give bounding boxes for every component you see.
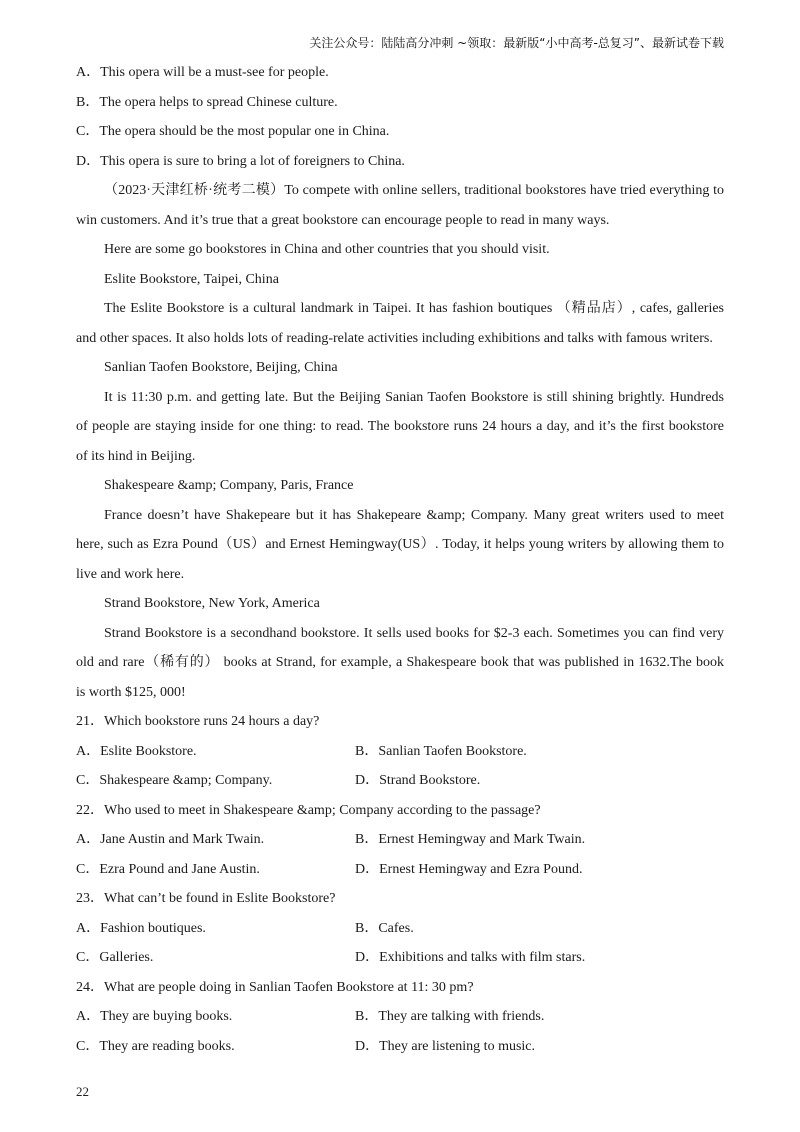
question-stem: 21．Which bookstore runs 24 hours a day?: [76, 714, 320, 729]
options-row: [76, 766, 724, 796]
options-row: [76, 825, 724, 855]
store-text-line: France doesn’t have Shakepeare but it has Shakepeare &amp; Company. Many great writers used to meet: [104, 507, 724, 523]
store-text-line: of people are staying inside for one thing: to read. The bookstore runs 24 hours a day, and it’s the first bookstore: [76, 419, 724, 434]
question-stem: 23．What can’t be found in Eslite Bookstore?: [76, 891, 336, 906]
options-row: [76, 1002, 724, 1032]
store-text-line: and other spaces. It also holds lots of reading-relate activities including exhibitions and talks with famous writers.: [76, 330, 713, 346]
option-b: B．Sanlian Taofen Bookstore.: [355, 743, 527, 759]
option-a: A．They are buying books.: [76, 1009, 233, 1024]
page-number: 22: [76, 1084, 89, 1099]
prev-option-c: C．The opera should be the most popular one in China.: [76, 124, 390, 139]
store-text-line: It is 11:30 p.m. and getting late. But the Beijing Sanian Taofen Bookstore is still shining brightly. Hundreds: [104, 389, 724, 405]
option-c: C．Galleries.: [76, 950, 154, 965]
option-c: C．Ezra Pound and Jane Austin.: [76, 861, 260, 877]
option-b: B．Ernest Hemingway and Mark Twain.: [355, 832, 586, 847]
prev-option-d: D．This opera is sure to bring a lot of foreigners to China.: [76, 153, 405, 169]
option-d: D．Exhibitions and talks with film stars.: [355, 950, 586, 965]
passage-lead: Here are some go bookstores in China and other countries that you should visit.: [104, 242, 550, 257]
options-row: [76, 914, 724, 944]
prev-option-a: A．This opera will be a must-see for people.: [76, 65, 329, 80]
question-stem: 22．Who used to meet in Shakespeare &amp; Company according to the passage?: [76, 802, 541, 818]
option-b: B．They are talking with friends.: [355, 1009, 545, 1024]
options-row: [76, 1032, 724, 1062]
store-title: Eslite Bookstore, Taipei, China: [104, 271, 279, 287]
prev-option-b: B．The opera helps to spread Chinese culture.: [76, 94, 338, 110]
store-text-line: The Eslite Bookstore is a cultural landmark in Taipei. It has fashion boutiques （精品店）, cafes, galleries: [104, 301, 724, 316]
store-title: Shakespeare &amp; Company, Paris, France: [104, 478, 354, 493]
option-d: D．They are listening to music.: [355, 1038, 536, 1054]
store-text-line: of its hind in Beijing.: [76, 448, 196, 464]
document-body: [76, 58, 724, 1061]
options-row: [76, 943, 724, 973]
passage-intro-line: （2023·天津红桥·统考二模）To compete with online sellers, traditional bookstores have tried everything to: [104, 183, 724, 198]
question-stem: 24．What are people doing in Sanlian Taofen Bookstore at 11: 30 pm?: [76, 979, 474, 995]
option-a: A．Fashion boutiques.: [76, 920, 206, 936]
store-text-line: live and work here.: [76, 566, 185, 582]
option-d: D．Strand Bookstore.: [355, 773, 481, 788]
store-text-line: here, such as Ezra Pound（US）and Ernest Hemingway(US）. Today, it helps young writers by allowing them to: [76, 537, 724, 552]
store-text-line: old and rare（稀有的） books at Strand, for example, a Shakespeare book that was published in 1632.The book: [76, 655, 724, 670]
page-header: 关注公众号：陆陆高分冲刺 ~领取：最新版“小中高考-总复习”、最新试卷下载: [309, 36, 724, 50]
options-row: [76, 737, 724, 767]
option-a: A．Jane Austin and Mark Twain.: [76, 832, 265, 847]
store-title: Sanlian Taofen Bookstore, Beijing, China: [104, 360, 338, 375]
option-c: C．They are reading books.: [76, 1038, 235, 1054]
store-title: Strand Bookstore, New York, America: [104, 596, 320, 611]
option-b: B．Cafes.: [355, 920, 414, 936]
options-row: [76, 855, 724, 885]
option-c: C．Shakespeare &amp; Company.: [76, 773, 273, 788]
store-text-line: is worth $125, 000!: [76, 684, 186, 700]
option-d: D．Ernest Hemingway and Ezra Pound.: [355, 861, 583, 877]
option-a: A．Eslite Bookstore.: [76, 743, 197, 759]
store-text-line: Strand Bookstore is a secondhand bookstore. It sells used books for $2-3 each. Sometimes you can find very: [104, 625, 724, 641]
passage-intro-line: win customers. And it’s true that a great bookstore can encourage people to read in many ways.: [76, 212, 610, 228]
